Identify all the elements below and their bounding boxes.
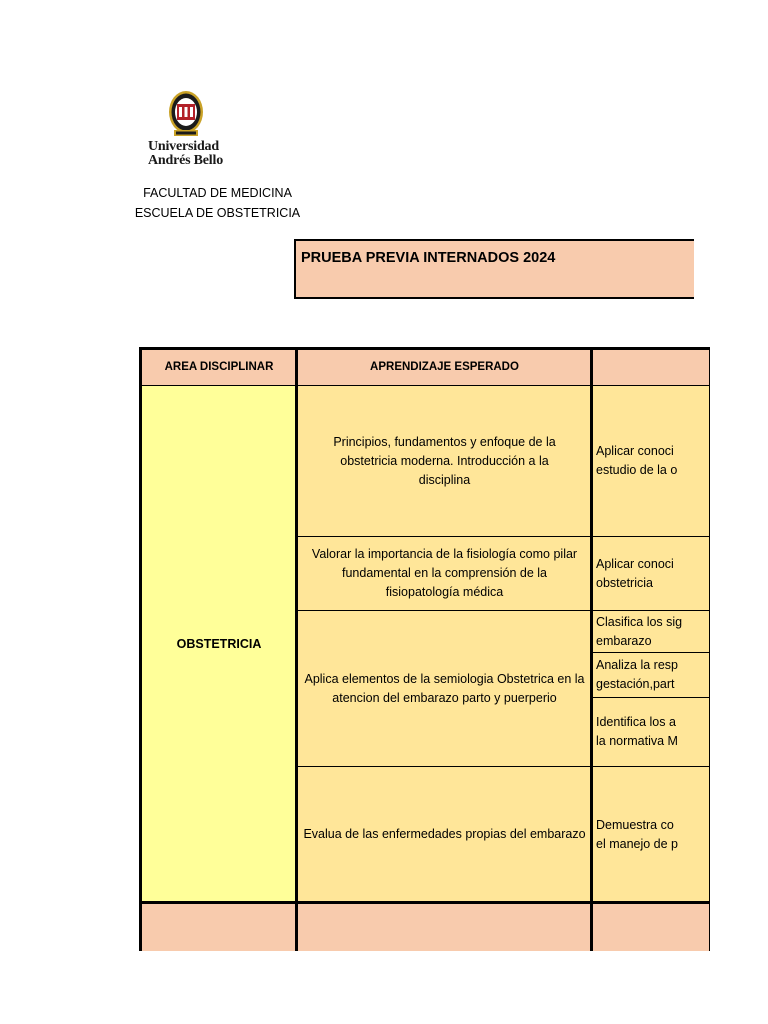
- aprendizaje-text-3: Aplica elementos de la semiologia Obstetrica en la atencion del embarazo parto y puerperio: [304, 671, 585, 705]
- criterio-cell-4: [590, 766, 710, 903]
- header-criterios: [590, 347, 710, 386]
- area-cell: [139, 385, 297, 903]
- criterio-line: Identifica los a: [596, 715, 676, 729]
- criterio-text-3c: [596, 713, 678, 751]
- criterio-text-3a: [596, 613, 682, 651]
- logo-line-1: Universidad: [148, 139, 219, 154]
- area-label: OBSTETRICIA: [176, 636, 262, 651]
- aprendizaje-cell-4: [295, 766, 592, 903]
- school-name: ESCUELA DE OBSTETRICIA: [134, 206, 301, 220]
- criterio-cell-1: [590, 385, 710, 537]
- header-area-disciplinar: [139, 347, 297, 386]
- aprendizaje-text-2: Valorar la importancia de la fisiología como pilar fundamental en la comprensión de la fisiopatología médica: [311, 547, 578, 599]
- criterio-line: Demuestra co: [596, 817, 674, 832]
- aprendizaje-text-1: Principios, fundamentos y enfoque de la obstetricia moderna. Introducción a la disciplina: [333, 434, 556, 487]
- aprendizaje-cell-2: [295, 536, 592, 611]
- criterio-text-1: [596, 442, 677, 480]
- criterio-cell-3c: [590, 697, 710, 767]
- criterio-line: Aplicar conoci: [596, 444, 674, 458]
- header-aprendizaje: [295, 347, 592, 386]
- logo-line-2: Andrés Bello: [148, 153, 223, 168]
- criterio-cell-2: [590, 536, 710, 611]
- title-box: [294, 239, 694, 299]
- criterio-line: obstetricia: [596, 575, 653, 590]
- criterio-line: el manejo de p: [596, 836, 679, 851]
- criterio-line: la normativa M: [596, 734, 678, 748]
- criterio-text-4: [596, 816, 678, 854]
- empty-area-cell: [139, 901, 297, 951]
- aprendizaje-cell-1: [295, 385, 592, 537]
- criterio-text-3b: [596, 656, 678, 694]
- criterio-line: estudio de la o: [596, 463, 678, 477]
- header-area-label: AREA DISCIPLINAR: [164, 361, 274, 373]
- aprendizaje-cell-3: [295, 610, 592, 767]
- criterio-line: Aplicar conoci: [596, 556, 674, 571]
- faculty-name: FACULTAD DE MEDICINA: [143, 186, 292, 200]
- header-aprendizaje-label: APRENDIZAJE ESPERADO: [370, 361, 519, 373]
- aprendizaje-text-4: Evalua de las enfermedades propias del embarazo: [303, 827, 586, 841]
- empty-criterio-cell: [590, 901, 710, 951]
- criterio-line: gestación,part: [596, 677, 675, 691]
- criterio-cell-3a: [590, 610, 710, 653]
- criterio-line: embarazo: [596, 633, 652, 648]
- criterio-line: Clasifica los sig: [596, 614, 683, 629]
- criterio-text-2: [596, 555, 674, 593]
- empty-aprendizaje-cell: [295, 901, 592, 951]
- criterio-line: Analiza la resp: [596, 658, 678, 672]
- criterio-cell-3b: [590, 652, 710, 698]
- page-title: PRUEBA PREVIA INTERNADOS 2024: [301, 250, 556, 266]
